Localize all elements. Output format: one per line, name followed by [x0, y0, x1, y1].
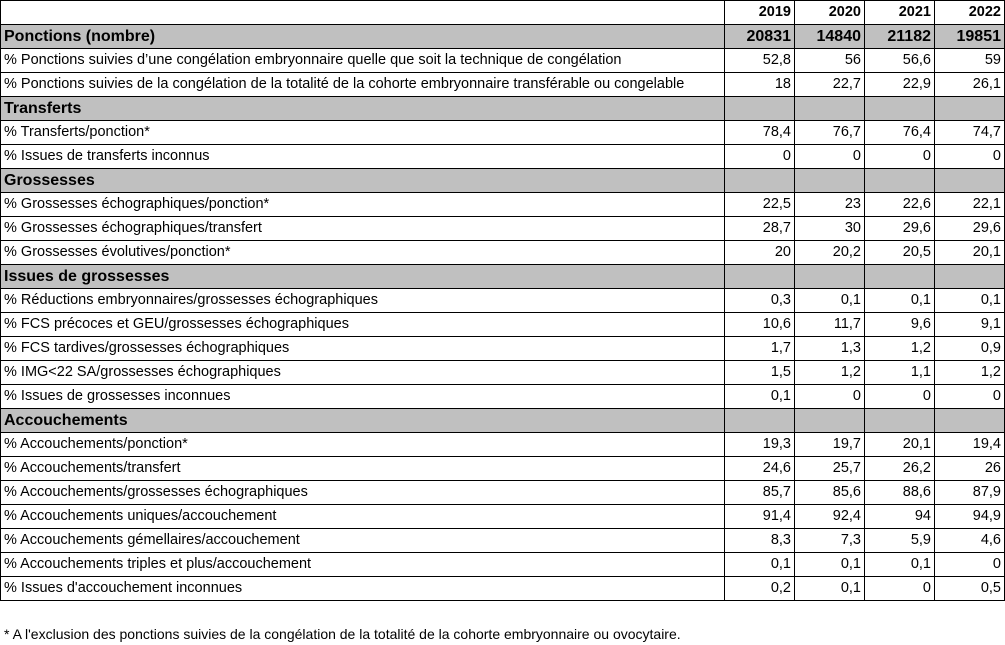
row-value: 0,1 [795, 289, 865, 313]
table-row [1, 577, 1005, 601]
section-value [935, 97, 1005, 121]
section-header-row [1, 169, 1005, 193]
table-row [1, 217, 1005, 241]
row-value: 0,2 [725, 577, 795, 601]
row-value: 88,6 [865, 481, 935, 505]
row-value: 94 [865, 505, 935, 529]
row-value: 29,6 [865, 217, 935, 241]
row-value: 26 [935, 457, 1005, 481]
section-value [795, 97, 865, 121]
row-value: 56 [795, 49, 865, 73]
table-row [1, 289, 1005, 313]
row-value: 74,7 [935, 121, 1005, 145]
row-label: % Grossesses évolutives/ponction* [1, 241, 725, 265]
row-value: 24,6 [725, 457, 795, 481]
row-value: 0,1 [935, 289, 1005, 313]
section-value [865, 265, 935, 289]
row-value: 19,4 [935, 433, 1005, 457]
row-label: % IMG<22 SA/grossesses échographiques [1, 361, 725, 385]
row-value: 22,7 [795, 73, 865, 97]
row-value: 0 [865, 577, 935, 601]
table-row [1, 529, 1005, 553]
row-value: 25,7 [795, 457, 865, 481]
table-row [1, 553, 1005, 577]
table-row [1, 481, 1005, 505]
row-value: 0 [795, 385, 865, 409]
footnote: * A l'exclusion des ponctions suivies de la congélation de la totalité de la cohorte embryonnaire ou ovocytaire. [4, 626, 681, 642]
row-value: 23 [795, 193, 865, 217]
row-value: 18 [725, 73, 795, 97]
row-value: 78,4 [725, 121, 795, 145]
row-value: 19,7 [795, 433, 865, 457]
table-row [1, 49, 1005, 73]
year-header: 2021 [865, 1, 935, 25]
table-row [1, 193, 1005, 217]
row-value: 0,1 [725, 385, 795, 409]
row-label: % Grossesses échographiques/ponction* [1, 193, 725, 217]
row-value: 1,1 [865, 361, 935, 385]
row-value: 0 [935, 553, 1005, 577]
row-value: 26,1 [935, 73, 1005, 97]
section-header-row [1, 25, 1005, 49]
section-header-row [1, 409, 1005, 433]
row-value: 28,7 [725, 217, 795, 241]
row-label: % Accouchements uniques/accouchement [1, 505, 725, 529]
row-value: 20,2 [795, 241, 865, 265]
table-row [1, 433, 1005, 457]
row-value: 0 [795, 145, 865, 169]
row-label: % Accouchements/transfert [1, 457, 725, 481]
section-value: 14840 [795, 25, 865, 49]
row-value: 0 [725, 145, 795, 169]
row-value: 5,9 [865, 529, 935, 553]
row-value: 0 [935, 145, 1005, 169]
year-header: 2019 [725, 1, 795, 25]
section-value [795, 169, 865, 193]
row-label: % Ponctions suivies de la congélation de la totalité de la cohorte embryonnaire transférable ou congelable [1, 73, 725, 97]
row-value: 11,7 [795, 313, 865, 337]
row-label: % FCS tardives/grossesses échographiques [1, 337, 725, 361]
row-value: 30 [795, 217, 865, 241]
year-header-row [1, 1, 1005, 25]
table-row [1, 385, 1005, 409]
row-value: 29,6 [935, 217, 1005, 241]
row-value: 1,3 [795, 337, 865, 361]
row-label: % FCS précoces et GEU/grossesses échographiques [1, 313, 725, 337]
row-value: 20 [725, 241, 795, 265]
year-header: 2022 [935, 1, 1005, 25]
row-value: 0,3 [725, 289, 795, 313]
row-value: 0 [865, 145, 935, 169]
row-value: 85,7 [725, 481, 795, 505]
section-value [725, 169, 795, 193]
row-value: 22,1 [935, 193, 1005, 217]
row-value: 1,7 [725, 337, 795, 361]
header-blank-cell [1, 1, 725, 25]
section-value [935, 265, 1005, 289]
row-value: 1,2 [865, 337, 935, 361]
row-value: 22,5 [725, 193, 795, 217]
row-label: % Réductions embryonnaires/grossesses échographiques [1, 289, 725, 313]
row-value: 1,5 [725, 361, 795, 385]
row-value: 1,2 [935, 361, 1005, 385]
row-value: 1,2 [795, 361, 865, 385]
row-value: 19,3 [725, 433, 795, 457]
row-value: 0,1 [795, 577, 865, 601]
row-value: 0,9 [935, 337, 1005, 361]
section-value: 21182 [865, 25, 935, 49]
row-label: % Issues de grossesses inconnues [1, 385, 725, 409]
row-value: 20,5 [865, 241, 935, 265]
section-value [865, 97, 935, 121]
row-value: 87,9 [935, 481, 1005, 505]
section-value [725, 97, 795, 121]
table-row [1, 361, 1005, 385]
section-value [865, 409, 935, 433]
row-value: 85,6 [795, 481, 865, 505]
section-header-row [1, 97, 1005, 121]
table-row [1, 337, 1005, 361]
row-value: 94,9 [935, 505, 1005, 529]
row-value: 76,7 [795, 121, 865, 145]
table-row [1, 241, 1005, 265]
row-value: 76,4 [865, 121, 935, 145]
row-label: % Accouchements/ponction* [1, 433, 725, 457]
row-value: 56,6 [865, 49, 935, 73]
row-value: 59 [935, 49, 1005, 73]
section-title: Ponctions (nombre) [1, 25, 725, 49]
section-value [935, 409, 1005, 433]
row-value: 0,1 [725, 553, 795, 577]
row-label: % Ponctions suivies d’une congélation embryonnaire quelle que soit la technique de congélation [1, 49, 725, 73]
row-value: 0,1 [865, 553, 935, 577]
row-value: 52,8 [725, 49, 795, 73]
table-row [1, 73, 1005, 97]
row-value: 0 [935, 385, 1005, 409]
row-label: % Issues d'accouchement inconnues [1, 577, 725, 601]
table-row [1, 313, 1005, 337]
section-value [795, 409, 865, 433]
row-label: % Grossesses échographiques/transfert [1, 217, 725, 241]
section-value: 19851 [935, 25, 1005, 49]
row-value: 9,1 [935, 313, 1005, 337]
row-value: 0 [865, 385, 935, 409]
row-value: 0,1 [865, 289, 935, 313]
section-value [935, 169, 1005, 193]
row-value: 20,1 [865, 433, 935, 457]
table-row [1, 457, 1005, 481]
row-value: 8,3 [725, 529, 795, 553]
row-label: % Accouchements triples et plus/accouchement [1, 553, 725, 577]
section-value: 20831 [725, 25, 795, 49]
row-value: 10,6 [725, 313, 795, 337]
section-value [795, 265, 865, 289]
row-label: % Transferts/ponction* [1, 121, 725, 145]
row-value: 22,6 [865, 193, 935, 217]
row-value: 22,9 [865, 73, 935, 97]
row-value: 92,4 [795, 505, 865, 529]
row-label: % Accouchements gémellaires/accouchement [1, 529, 725, 553]
section-title: Grossesses [1, 169, 725, 193]
section-title: Issues de grossesses [1, 265, 725, 289]
section-title: Accouchements [1, 409, 725, 433]
table-row [1, 145, 1005, 169]
row-value: 0,1 [795, 553, 865, 577]
row-value: 20,1 [935, 241, 1005, 265]
section-value [865, 169, 935, 193]
row-label: % Accouchements/grossesses échographiques [1, 481, 725, 505]
row-value: 91,4 [725, 505, 795, 529]
section-value [725, 409, 795, 433]
row-value: 9,6 [865, 313, 935, 337]
section-title: Transferts [1, 97, 725, 121]
row-value: 7,3 [795, 529, 865, 553]
table-row [1, 505, 1005, 529]
row-value: 26,2 [865, 457, 935, 481]
row-value: 0,5 [935, 577, 1005, 601]
table-row [1, 121, 1005, 145]
row-value: 4,6 [935, 529, 1005, 553]
section-header-row [1, 265, 1005, 289]
year-header: 2020 [795, 1, 865, 25]
row-label: % Issues de transferts inconnus [1, 145, 725, 169]
section-value [725, 265, 795, 289]
